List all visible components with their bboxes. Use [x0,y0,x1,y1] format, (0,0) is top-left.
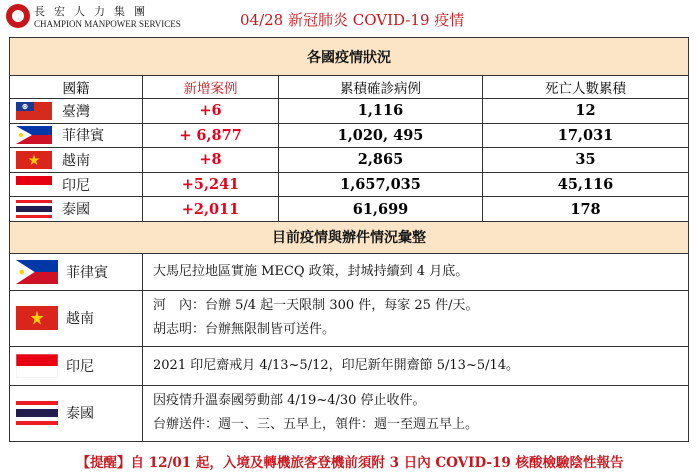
summary-line: 台辦送件：週一、三、五早上，領件：週一至週五早上。 [153,417,479,433]
summary-line: 因疫情升溫泰國勞動部 4/19~4/30 停止收件。 [153,393,426,409]
deaths: 178 [570,200,601,218]
vietnam-flag-icon [16,151,52,169]
deaths: 12 [575,102,596,120]
country-name: 越南 [62,152,90,169]
summary-row [10,386,688,441]
country-name: 菲律賓 [62,128,104,145]
country-name: 臺灣 [62,103,90,120]
covid-table [9,37,689,442]
country-name: 泰國 [62,202,90,219]
company-name-en: CHAMPION MANPOWER SERVICES [34,19,181,29]
new-cases: +6 [143,99,279,123]
company-logo [6,4,30,28]
page-title: 04/28 新冠肺炎 COVID-19 疫情 [240,11,465,29]
col-deaths-header: 死亡人數累積 [545,81,626,97]
summary-line: 大馬尼拉地區實施 MECQ 政策，封城持續到 4 月底。 [153,263,469,279]
country-name: 印尼 [66,358,94,375]
philippines-flag-icon [16,260,58,284]
col-total-cases-header: 累積確診病例 [279,76,483,98]
reminder-notice: 【提醒】自 12/01 起，入境及轉機旅客登機前須附 3 日內 COVID-19 核酸檢驗陰性報告 [76,455,624,471]
header [0,0,700,36]
total-cases: 2,865 [279,148,483,172]
summary-row [10,254,688,291]
thailand-flag-icon [16,200,52,218]
indonesia-flag-icon [16,354,58,378]
total-cases: 1,116 [279,99,483,123]
summary-line: 胡志明：台辦無限制皆可送件。 [153,322,336,338]
country-name: 越南 [66,311,94,328]
table-row [10,124,688,149]
summary-row [10,291,688,347]
summary-line: 河 內：台辦 5/4 起一天限制 300 件，每家 25 件/天。 [153,298,479,314]
country-name: 泰國 [66,406,94,423]
country-name: 印尼 [62,177,90,194]
table-row [10,173,688,198]
philippines-flag-icon [16,126,52,144]
col-new-cases-header: 新增案例 [143,76,279,98]
country-name: 菲律賓 [66,264,108,281]
thailand-flag-icon [16,401,58,425]
summary-row [10,347,688,386]
table-row [10,148,688,173]
total-cases: 1,657,035 [279,173,483,197]
new-cases: + 6,877 [143,124,279,148]
total-cases: 61,699 [279,197,483,221]
summary-line: 2021 印尼齋戒月 4/13~5/12，印尼新年開齋節 5/13~5/14。 [153,357,520,373]
summary-banner: 目前疫情與辦件情況彙整 [10,222,688,254]
deaths: 17,031 [557,126,614,144]
total-cases: 1,020, 495 [279,124,483,148]
taiwan-flag-icon [16,102,52,120]
company-name-zh: 長宏人力集團 [34,5,154,18]
stats-banner: 各國疫情狀況 [10,38,688,76]
vietnam-flag-icon [16,306,58,330]
new-cases: +8 [143,148,279,172]
indonesia-flag-icon [16,176,52,194]
new-cases: +5,241 [143,173,279,197]
col-country-header: 國籍 [10,76,143,98]
stats-header-row [10,76,688,99]
deaths: 35 [575,151,596,169]
new-cases: +2,011 [143,197,279,221]
deaths: 45,116 [557,176,614,194]
table-row [10,99,688,124]
table-row [10,197,688,222]
